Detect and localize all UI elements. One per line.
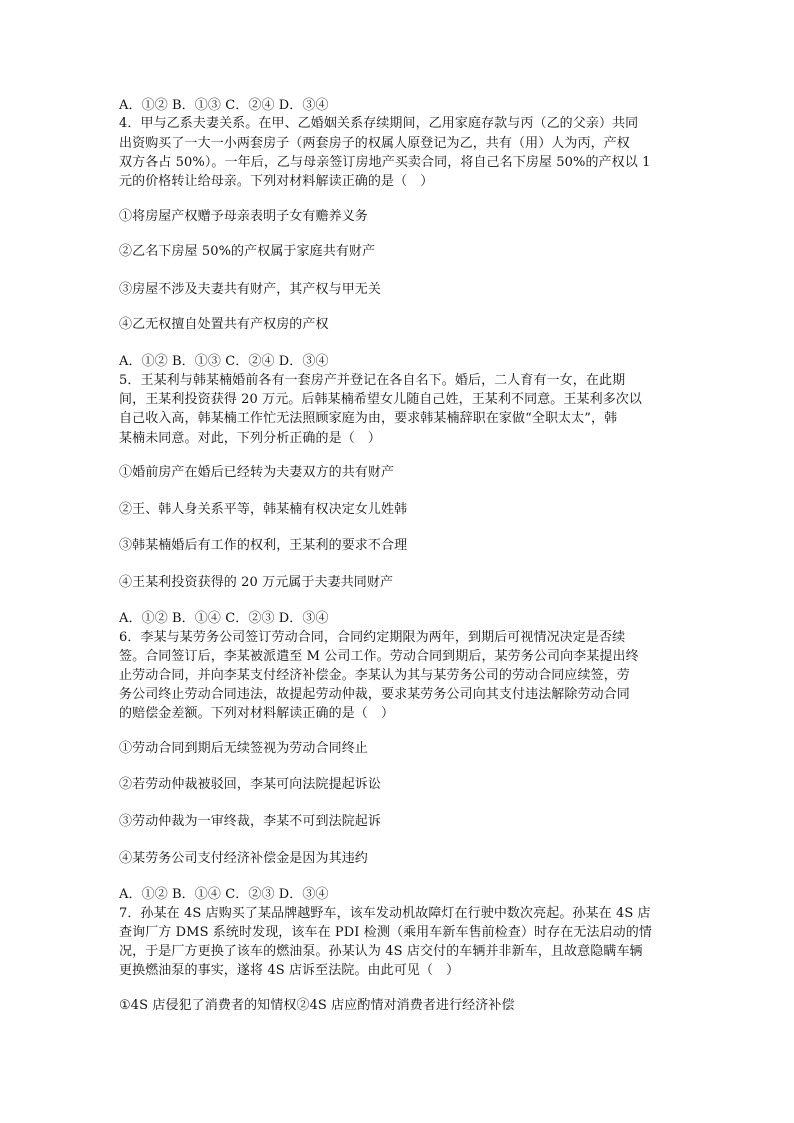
q6-option-4: ④某劳务公司支付经济补偿金是因为其违约 xyxy=(119,851,368,866)
q6-stem-line-5: 的赔偿金差额。下列对材料解读正确的是（ ） xyxy=(119,706,395,721)
q5-option-1: ①婚前房产在婚后已经转为夫妻双方的共有财产 xyxy=(119,465,395,480)
q6-answer-options: A．①② B．①④ C．②③ D．③④ xyxy=(119,887,329,902)
q3-answer-options: A．①② B．①③ C．②④ D．③④ xyxy=(119,98,329,113)
q6-stem-line-4: 务公司终止劳动合同违法，故提起劳动仲裁，要求某劳务公司向其支付违法解除劳动合同 xyxy=(119,687,630,702)
q6-stem-line-1: 6．李某与某劳务公司签订劳动合同，合同约定期限为两年，到期后可视情况决定是否续 xyxy=(119,630,626,645)
q4-option-4: ④乙无权擅自处置共有产权房的产权 xyxy=(119,317,329,332)
q4-stem-line-4: 元的价格转让给母亲。下列对材料解读正确的是（ ） xyxy=(119,174,434,189)
q7-stem-line-3: 况，于是厂方更换了该车的燃油泵。孙某认为 4S 店交付的车辆并非新车，且故意隐瞒车辆 xyxy=(119,944,643,959)
q5-stem-line-3: 自己收入高，韩某楠工作忙无法照顾家庭为由，要求韩某楠辞职在家做“全职太太”，韩 xyxy=(119,411,618,426)
q4-stem-line-2: 出资购买了一大一小两套房子（两套房子的权属人原登记为乙，共有（用）人为丙，产权 xyxy=(119,136,630,151)
q5-stem-line-4: 某楠未同意。对此，下列分析正确的是（ ） xyxy=(119,431,382,446)
q4-option-3: ③房屋不涉及夫妻共有财产，其产权与甲无关 xyxy=(119,282,382,297)
q6-stem-line-3: 止劳动合同，并向李某支付经济补偿金。李某认为其与某劳务公司的劳动合同应续签，劳 xyxy=(119,668,630,683)
q4-stem-line-1: 4．甲与乙系夫妻关系。在甲、乙婚姻关系存续期间，乙用家庭存款与丙（乙的父亲）共同 xyxy=(119,116,639,131)
q6-option-1: ①劳动合同到期后无续签视为劳动合同终止 xyxy=(119,741,368,756)
q5-stem-line-2: 间，王某利投资获得 20 万元。后韩某楠希望女儿随自己姓，王某利不同意。王某利多次以 xyxy=(119,392,643,407)
q5-answer-options: A．①② B．①④ C．②③ D．③④ xyxy=(119,611,329,626)
q6-option-2: ②若劳动仲裁被驳回，李某可向法院提起诉讼 xyxy=(119,777,382,792)
q7-stem-line-4: 更换燃油泵的事实，遂将 4S 店诉至法院。由此可见（ ） xyxy=(119,963,460,978)
q6-stem-line-2: 签。合同签订后，李某被派遣至 M 公司工作。劳动合同到期后，某劳务公司向李某提出终 xyxy=(119,649,639,664)
q7-stem-line-1: 7．孙某在 4S 店购买了某品牌越野车，该车发动机故障灯在行驶中数次亮起。孙某在 4S 店 xyxy=(119,906,651,921)
q6-option-3: ③劳动仲裁为一审终裁，李某不可到法院起诉 xyxy=(119,814,382,829)
q4-option-2: ②乙名下房屋 50%的产权属于家庭共有财产 xyxy=(119,244,376,259)
q5-option-3: ③韩某楠婚后有工作的权利，王某利的要求不合理 xyxy=(119,538,408,553)
q7-option-1-2: ①4S 店侵犯了消费者的知情权②4S 店应酌情对消费者进行经济补偿 xyxy=(119,998,515,1013)
q4-answer-options: A．①② B．①③ C．②④ D．③④ xyxy=(119,354,329,369)
q5-option-4: ④王某利投资获得的 20 万元属于夫妻共同财产 xyxy=(119,575,394,590)
q5-stem-line-1: 5．王某利与韩某楠婚前各有一套房产并登记在各自名下。婚后，二人育有一女，在此期 xyxy=(119,373,626,388)
q4-stem-line-3: 双方各占 50%）。一年后，乙与母亲签订房地产买卖合同，将自己名下房屋 50%的产权以 1 xyxy=(119,155,651,170)
q5-option-2: ②王、韩人身关系平等，韩某楠有权决定女儿姓韩 xyxy=(119,502,408,517)
q7-stem-line-2: 查询厂方 DMS 系统时发现，该车在 PDI 检测（乘用车新车售前检查）时存在无法启动的情 xyxy=(119,925,652,940)
q4-option-1: ①将房屋产权赠予母亲表明子女有赡养义务 xyxy=(119,209,368,224)
